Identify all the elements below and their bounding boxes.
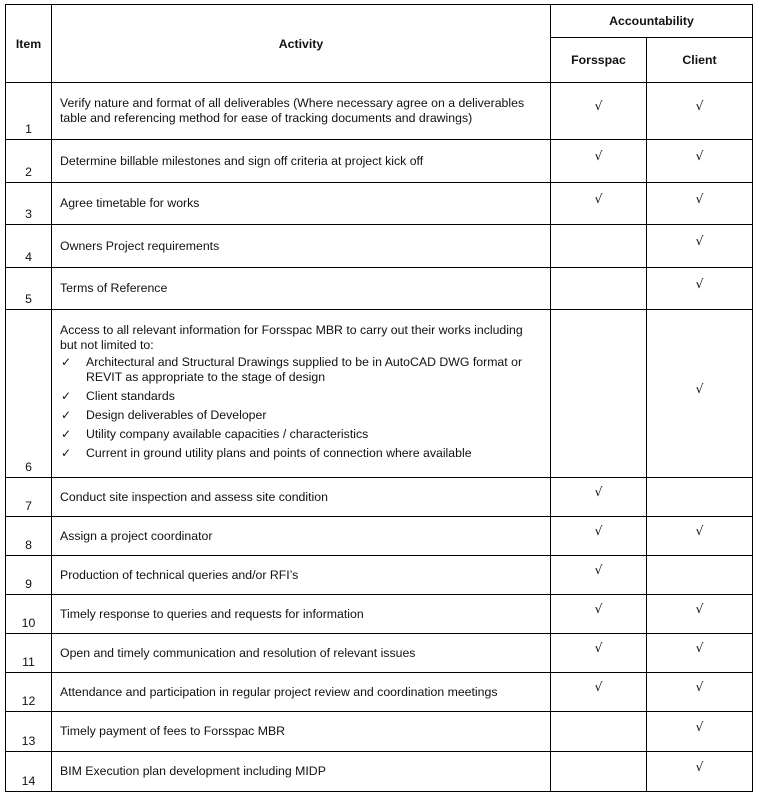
client-cell [647,517,753,556]
check-mark-icon: √ [594,485,603,499]
bullet-text: Client standards [86,388,175,403]
client-cell [647,310,753,478]
activity-text: Access to all relevant information for Forsspac MBR to carry out their works including but not limited to: [60,322,523,352]
item-number: 10 [6,595,52,634]
forsspac-cell [551,712,647,752]
check-mark-icon: √ [594,680,603,694]
bullet-item [60,389,542,404]
forsspac-cell [551,268,647,310]
table-row [6,310,753,478]
check-mark-icon: √ [695,234,704,248]
forsspac-cell [551,556,647,595]
activity-cell: Owners Project requirements [52,225,551,268]
item-number: 4 [6,225,52,268]
header-client: Client [647,38,753,83]
table-row [6,517,753,556]
client-cell [647,478,753,517]
forsspac-cell [551,183,647,225]
item-number: 13 [6,712,52,752]
table-body [6,83,753,792]
item-number: 8 [6,517,52,556]
check-mark-icon: √ [594,524,603,538]
check-mark-icon: √ [695,381,704,396]
bullet-text: Design deliverables of Developer [86,407,267,422]
table-row [6,83,753,140]
item-number: 3 [6,183,52,225]
table-row [6,634,753,673]
client-cell [647,556,753,595]
bullet-item [60,408,542,423]
forsspac-cell [551,595,647,634]
item-number: 7 [6,478,52,517]
table-row [6,183,753,225]
forsspac-cell [551,310,647,478]
check-mark-icon: √ [695,191,704,206]
check-mark-icon: √ [695,759,704,774]
activity-cell [52,310,551,478]
accountability-table [5,4,753,792]
forsspac-cell [551,634,647,673]
header-activity: Activity [52,5,551,83]
activity-cell: Verify nature and format of all deliverables (Where necessary agree on a deliverables table and referencing method for ease of tracking documents and drawings) [52,83,551,140]
bullet-text: Utility company available capacities / characteristics [86,426,369,441]
header-forsspac: Forsspac [551,38,647,83]
check-mark-icon: √ [695,680,704,694]
activity-cell: Conduct site inspection and assess site condition [52,478,551,517]
check-mark-icon: √ [594,149,603,163]
forsspac-cell [551,83,647,140]
forsspac-cell [551,752,647,792]
forsspac-cell [551,478,647,517]
forsspac-cell [551,517,647,556]
client-cell [647,712,753,752]
client-cell [647,83,753,140]
table-row [6,752,753,792]
check-mark-icon: √ [695,602,704,616]
activity-cell: Assign a project coordinator [52,517,551,556]
table-row [6,268,753,310]
check-mark-icon: √ [594,641,603,655]
activity-cell: Determine billable milestones and sign off criteria at project kick off [52,140,551,183]
client-cell [647,268,753,310]
check-mark-icon: √ [695,149,704,163]
check-mark-icon: √ [695,276,704,291]
activity-cell: BIM Execution plan development including MIDP [52,752,551,792]
activity-cell: Open and timely communication and resolution of relevant issues [52,634,551,673]
table-row [6,478,753,517]
check-mark-icon: √ [695,641,704,655]
item-number: 6 [6,310,52,478]
checkmark-bullet-icon: ✓ [61,407,72,422]
forsspac-cell [551,673,647,712]
check-mark-icon: √ [695,99,704,113]
check-mark-icon: √ [594,602,603,616]
checkmark-bullet-icon: ✓ [61,354,72,369]
check-mark-icon: √ [594,99,603,113]
forsspac-cell [551,140,647,183]
table-row [6,225,753,268]
forsspac-cell [551,225,647,268]
bullet-item [60,427,542,442]
table-row [6,712,753,752]
item-number: 2 [6,140,52,183]
activity-cell: Attendance and participation in regular project review and coordination meetings [52,673,551,712]
client-cell [647,634,753,673]
client-cell [647,140,753,183]
header-accountability: Accountability [551,5,753,38]
item-number: 9 [6,556,52,595]
item-number: 11 [6,634,52,673]
client-cell [647,752,753,792]
checkmark-bullet-icon: ✓ [61,445,72,460]
activity-cell: Timely response to queries and requests for information [52,595,551,634]
bullet-text: Current in ground utility plans and points of connection where available [86,445,472,460]
client-cell [647,595,753,634]
table-row [6,556,753,595]
table-row [6,140,753,183]
bullet-item [60,355,542,385]
item-number: 5 [6,268,52,310]
activity-bullet-list [60,355,542,461]
table-row [6,595,753,634]
item-number: 14 [6,752,52,792]
check-mark-icon: √ [594,563,603,577]
activity-cell: Production of technical queries and/or RFI’s [52,556,551,595]
checkmark-bullet-icon: ✓ [61,388,72,403]
client-cell [647,183,753,225]
activity-cell: Agree timetable for works [52,183,551,225]
checkmark-bullet-icon: ✓ [61,426,72,441]
table-row [6,673,753,712]
item-number: 1 [6,83,52,140]
item-number: 12 [6,673,52,712]
check-mark-icon: √ [695,524,704,538]
check-mark-icon: √ [695,719,704,734]
bullet-text: Architectural and Structural Drawings supplied to be in AutoCAD DWG format or REVIT as appropriate to the stage of design [86,354,523,384]
client-cell [647,225,753,268]
bullet-item [60,446,542,461]
activity-cell: Terms of Reference [52,268,551,310]
activity-cell: Timely payment of fees to Forsspac MBR [52,712,551,752]
header-item: Item [6,5,52,83]
client-cell [647,673,753,712]
check-mark-icon: √ [594,191,603,206]
